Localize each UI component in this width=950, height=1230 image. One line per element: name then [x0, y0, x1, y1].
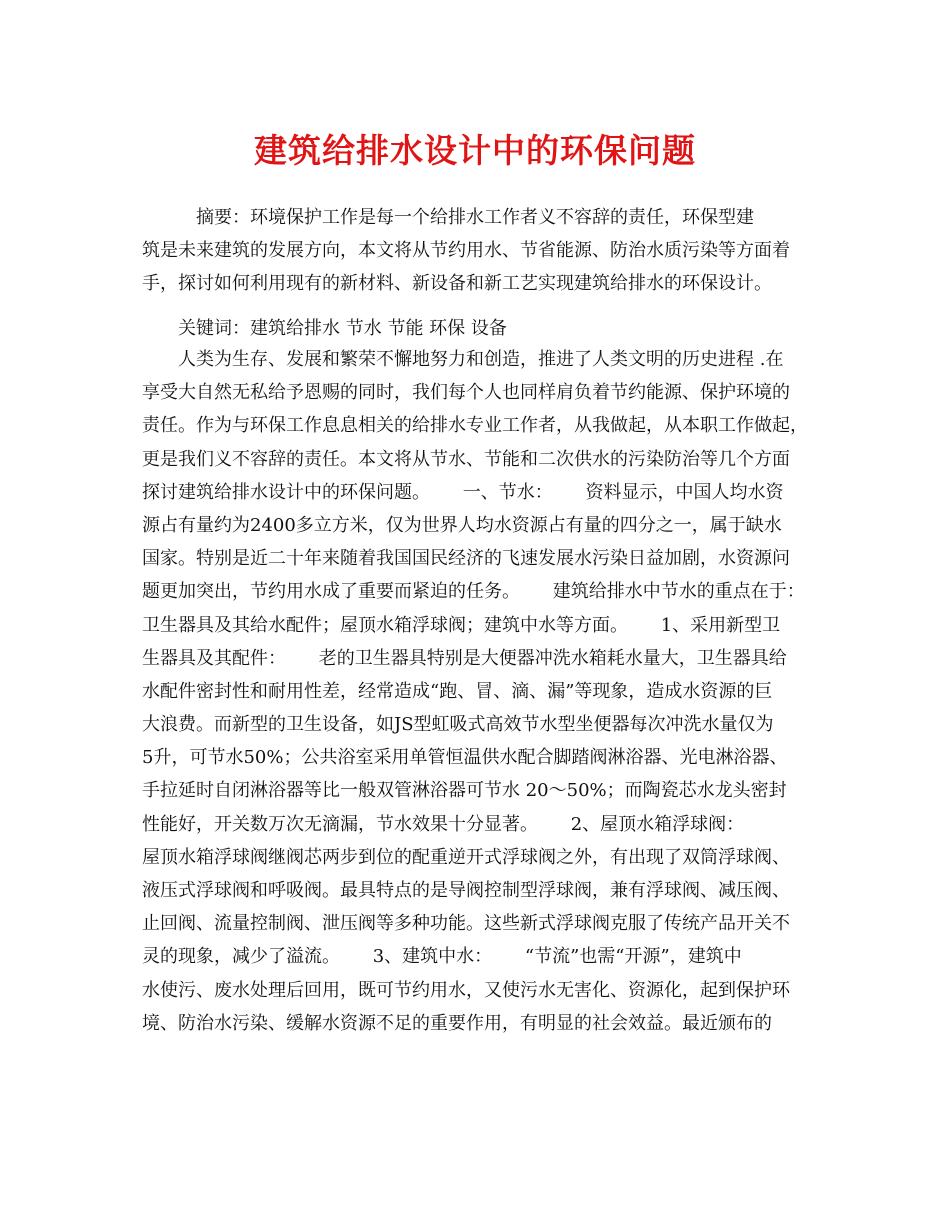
- keywords-section: [142, 312, 814, 345]
- body-paragraph-line: 性能好，开关数万次无滴漏，节水效果十分显著。 2、屋顶水箱浮球阀：: [142, 813, 745, 835]
- body-paragraph-line: 5升，可节水50%；公共浴室采用单管恒温供水配合脚踏阀淋浴器、光电淋浴器、: [142, 747, 788, 769]
- body-paragraph-line: 大浪费。而新型的卫生设备，如JS型虹吸式高效节水型坐便器每次冲洗水量仅为: [142, 714, 774, 736]
- body-paragraph-line: 液压式浮球阀和呼吸阀。最具特点的是导阀控制型浮球阀，兼有浮球阀、减压阀、: [142, 880, 790, 901]
- body-paragraph-line: 探讨建筑给排水设计中的环保问题。 一、节水： 资料显示，中国人均水资: [142, 481, 784, 503]
- body-paragraph-line: 享受大自然无私给予恩赐的同时，我们每个人也同样肩负着节约能源、保护环境的: [142, 382, 790, 404]
- body-paragraph-line: 生器具及其配件： 老的卫生器具特别是大便器冲洗水箱耗水量大，卫生器具给: [142, 647, 787, 669]
- body-text-section: [142, 343, 814, 1040]
- body-paragraph-line: 手拉延时自闭淋浴器等比一般双管淋浴器可节水 20～50%；而陶瓷芯水龙头密封: [142, 780, 787, 802]
- body-paragraph-line: 责任。作为与环保工作息息相关的给排水专业工作者，从我做起，从本职工作做起，: [142, 415, 808, 437]
- abstract-line: 摘要：环境保护工作是每一个给排水工作者义不容辞的责任，环保型建: [142, 207, 754, 228]
- body-paragraph-line: 卫生器具及其给水配件；屋顶水箱浮球阀；建筑中水等方面。 1、采用新型卫: [142, 614, 781, 636]
- body-paragraph-line: 更是我们义不容辞的责任。本文将从节水、节能和二次供水的污染防治等几个方面: [142, 448, 790, 470]
- body-paragraph-line: 人类为生存、发展和繁荣不懈地努力和创造，推进了人类文明的历史进程 .在: [142, 349, 784, 370]
- body-paragraph-line: 国家。特别是近二十年来随着我国国民经济的飞速发展水污染日益加剧，水资源问: [142, 548, 790, 570]
- keywords-line: 关键词：建筑给排水 节水 节能 环保 设备: [142, 318, 507, 339]
- abstract-line: 手，探讨如何利用现有的新材料、新设备和新工艺实现建筑给排水的环保设计。: [142, 273, 772, 295]
- abstract-line: 筑是未来建筑的发展方向，本文将从节约用水、节省能源、防治水质污染等方面着: [142, 240, 790, 262]
- body-paragraph-line: 题更加突出，节约用水成了重要而紧迫的任务。 建筑给排水中节水的重点在于：: [142, 581, 805, 603]
- body-paragraph-line: 灵的现象，减少了溢流。 3、建筑中水： “节流”也需“开源”，建筑中: [142, 946, 742, 968]
- body-paragraph-line: 止回阀、流量控制阀、泄压阀等多种功能。这些新式浮球阀克服了传统产品开关不: [142, 913, 790, 935]
- body-paragraph-line: 境、防治水污染、缓解水资源不足的重要作用，有明显的社会效益。最近颁布的: [142, 1012, 772, 1034]
- body-paragraph-line: 水配件密封性和耐用性差，经常造成“跑、冒、滴、漏”等现象，造成水资源的巨: [142, 680, 773, 702]
- document-title: 建筑给排水设计中的环保问题: [254, 131, 696, 170]
- body-paragraph-line: 屋顶水箱浮球阀继阀芯两步到位的配重逆开式浮球阀之外，有出现了双筒浮球阀、: [142, 846, 790, 868]
- abstract-section: [142, 201, 814, 301]
- body-paragraph-line: 源占有量约为2400多立方米，仅为世界人均水资源占有量的四分之一，属于缺水: [142, 514, 782, 536]
- body-paragraph-line: 水使污、废水处理后回用，既可节约用水，又使污水无害化、资源化，起到保护环: [142, 979, 790, 1001]
